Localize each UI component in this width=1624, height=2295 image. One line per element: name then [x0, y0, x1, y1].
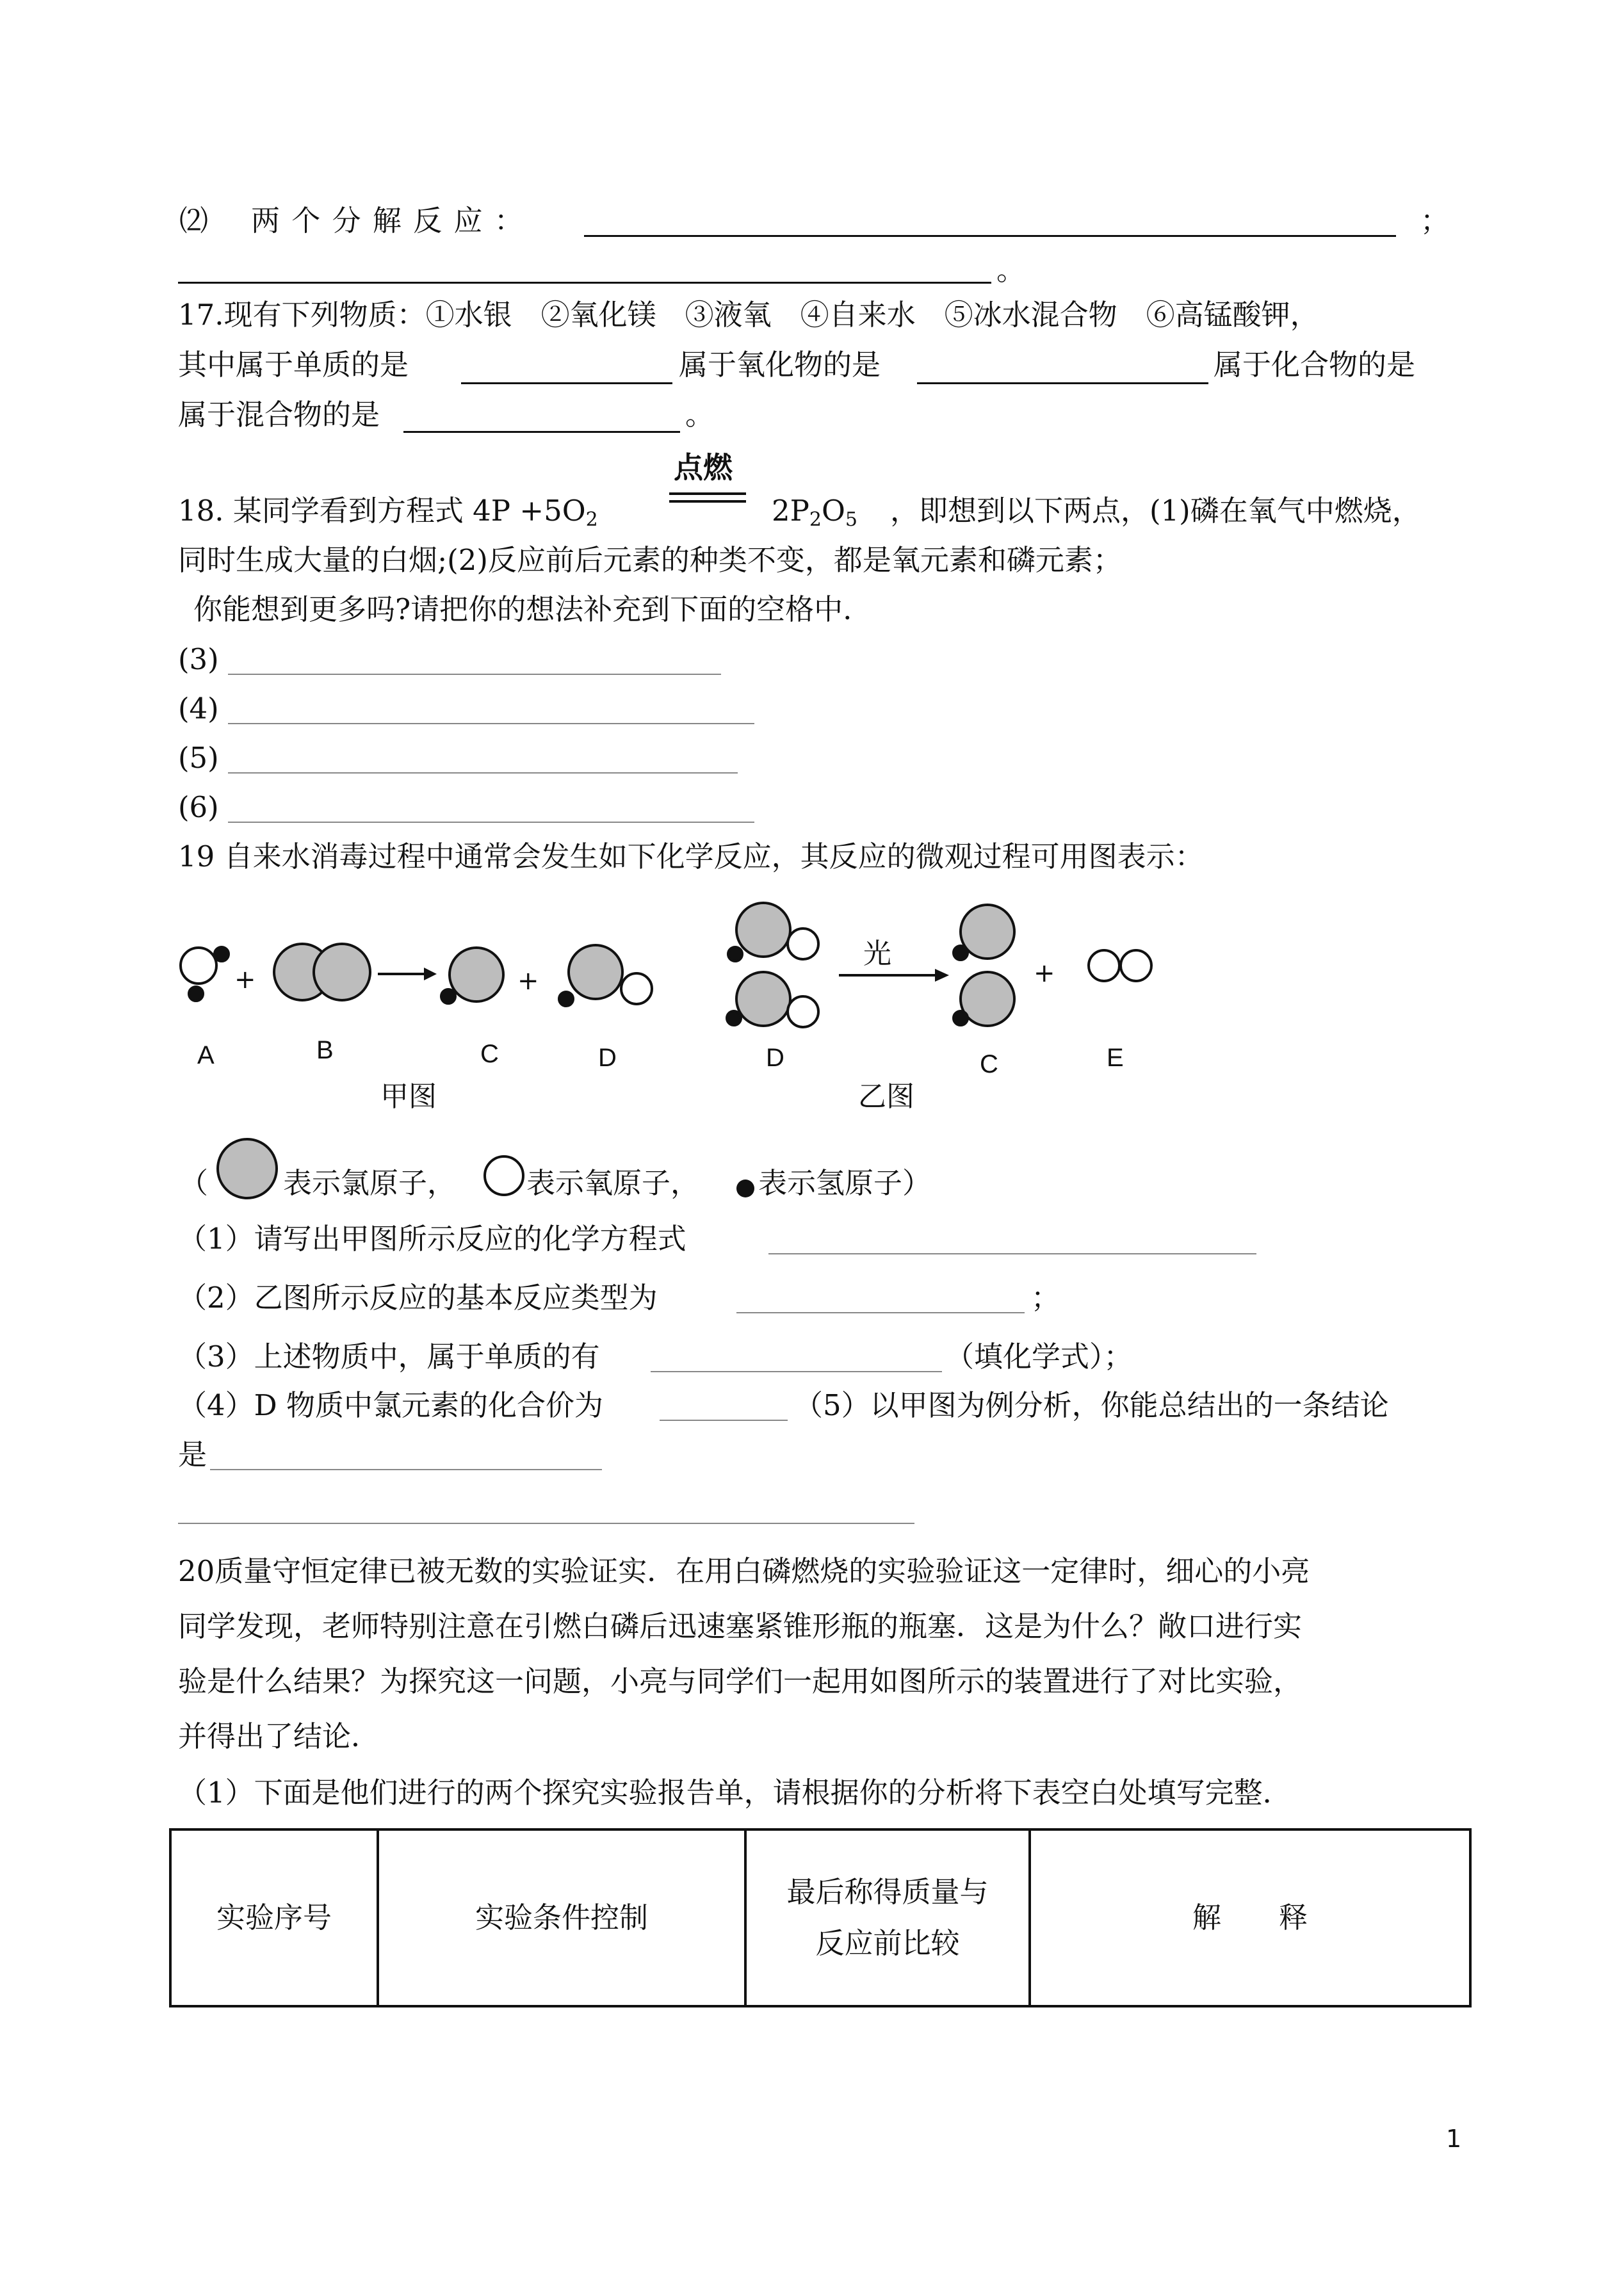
- q19-5-blank-2[interactable]: [178, 1523, 914, 1524]
- q20-line-4: 并得出了结论．: [178, 1719, 380, 1753]
- q16-2-semicolon: ；: [1420, 204, 1450, 238]
- q16-2-text: 两 个 分 解 反 应 ：: [251, 204, 524, 238]
- q17-mixture-label: 属于混合物的是: [178, 398, 380, 432]
- legend-oxygen-text: 表示氧原子，: [526, 1166, 700, 1200]
- q18-item-5-label: (5): [178, 741, 219, 775]
- molecule-d: [559, 945, 652, 1006]
- q20-line-5: （1）下面是他们进行的两个探究实验报告单，请根据你的分析将下表空白处填写完整．: [178, 1776, 1292, 1810]
- plus-sign-2: +: [517, 966, 539, 996]
- label-c: C: [480, 1040, 499, 1068]
- legend-hydrogen-text: 表示氢原子）: [758, 1166, 932, 1200]
- q19-5-text: （5）以甲图为例分析，你能总结出的一条结论: [794, 1388, 1389, 1422]
- arrow-head-yi: [935, 969, 949, 982]
- label-b: B: [316, 1036, 334, 1064]
- header-experiment-number: 实验序号: [170, 1829, 378, 2006]
- legend-open-paren: （: [179, 1166, 209, 1200]
- legend-chlorine-atom-icon: [218, 1139, 277, 1198]
- q16-2-label: ⑵: [179, 204, 209, 238]
- molecule-e: [1089, 950, 1151, 981]
- molecule-d-top: [728, 903, 818, 961]
- q18-line-2: 同时生成大量的白烟;(2)反应前后元素的种类不变，都是氧元素和磷元素；: [178, 543, 1122, 577]
- molecule-a: [181, 947, 229, 1001]
- q19-2-semicolon: ；: [1031, 1281, 1060, 1315]
- q18-line-1-rest: ，即想到以下两点，(1)磷在氧气中燃烧，: [890, 494, 1421, 528]
- q19-2-blank[interactable]: [736, 1312, 1025, 1313]
- q19-5-blank-1[interactable]: [210, 1469, 602, 1470]
- legend-oxygen-atom-icon: [485, 1156, 523, 1195]
- legend-chlorine-text: 表示氯原子，: [283, 1166, 457, 1200]
- label-a: A: [197, 1041, 215, 1069]
- q19-2-text: （2）乙图所示反应的基本反应类型为: [178, 1281, 658, 1315]
- q17-simple-substance-label: 其中属于单质的是: [178, 348, 409, 382]
- q19-3-note: （填化学式）；: [945, 1340, 1133, 1374]
- arrow-head-jia: [424, 968, 437, 980]
- q20-line-3: 验是什么结果？为探究这一问题，小亮与同学们一起用如图所示的装置进行了对比实验，: [178, 1664, 1303, 1698]
- q19-intro: 19 自来水消毒过程中通常会发生如下化学反应，其反应的微观过程可用图表示：: [178, 839, 1204, 873]
- caption-jia-figure: 甲图: [380, 1080, 437, 1113]
- q17-line-1: 17.现有下列物质：①水银 ②氧化镁 ③液氧 ④自来水 ⑤冰水混合物 ⑥高锰酸钾，: [178, 298, 1319, 332]
- label-d: D: [598, 1044, 617, 1072]
- molecule-d-bottom: [727, 972, 818, 1027]
- q17-oxide-label: 属于氧化物的是: [679, 348, 881, 382]
- label-c-2: C: [980, 1050, 998, 1078]
- header-condition-control: 实验条件控制: [378, 1829, 745, 2006]
- q19-4-blank[interactable]: [660, 1420, 788, 1421]
- table-header-row: [170, 1829, 1470, 2006]
- q19-4-text: （4）D 物质中氯元素的化合价为: [178, 1388, 604, 1422]
- q19-1-blank[interactable]: [768, 1253, 1256, 1254]
- molecule-c-top: [954, 905, 1014, 960]
- light-condition: 光: [863, 937, 891, 970]
- q20-line-1: 20质量守恒定律已被无数的实验证实．在用白磷燃烧的实验验证这一定律时，细心的小亮: [178, 1554, 1310, 1588]
- q18-item-6-label: (6): [178, 790, 219, 824]
- molecule-c: [441, 948, 503, 1003]
- legend-hydrogen-atom-icon: [736, 1180, 754, 1197]
- label-d-2: D: [766, 1044, 784, 1072]
- plus-sign-1: +: [234, 965, 256, 994]
- molecule-b: [274, 944, 370, 1000]
- q16-2-period: 。: [996, 253, 1026, 287]
- q17-period: 。: [685, 398, 715, 432]
- q18-item-4-label: (4): [178, 692, 219, 726]
- header-mass-comparison: 最后称得质量与 反应前比较: [745, 1829, 1030, 2006]
- q18-equation-prefix: 18. 某同学看到方程式 $4P +5O_2$: [178, 494, 598, 531]
- plus-sign-3: +: [1034, 959, 1055, 988]
- label-e: E: [1107, 1044, 1124, 1072]
- q18-item-3-label: (3): [178, 642, 219, 676]
- header-explanation: 解 释: [1030, 1829, 1470, 2006]
- caption-yi-figure: 乙图: [858, 1080, 914, 1113]
- q19-1-text: （1）请写出甲图所示反应的化学方程式: [178, 1222, 686, 1256]
- q20-line-2: 同学发现，老师特别注意在引燃白磷后迅速塞紧锥形瓶的瓶塞．这是为什么？敞口进行实: [178, 1609, 1303, 1643]
- q19-5-is: 是: [178, 1438, 207, 1472]
- page-number: 1: [1446, 2125, 1462, 2153]
- experiment-report-table: [169, 1828, 1472, 2007]
- q18-line-3: 你能想到更多吗?请把你的想法补充到下面的空格中.: [193, 592, 852, 626]
- q18-condition-ignite: 点燃: [674, 450, 733, 485]
- q19-3-text: （3）上述物质中，属于单质的有: [178, 1340, 600, 1374]
- q18-equation-product: $2P_2O_5$: [772, 494, 858, 531]
- molecule-c-bottom: [954, 972, 1014, 1026]
- q19-3-blank[interactable]: [651, 1371, 942, 1372]
- q17-compound-label: 属于化合物的是: [1214, 348, 1416, 382]
